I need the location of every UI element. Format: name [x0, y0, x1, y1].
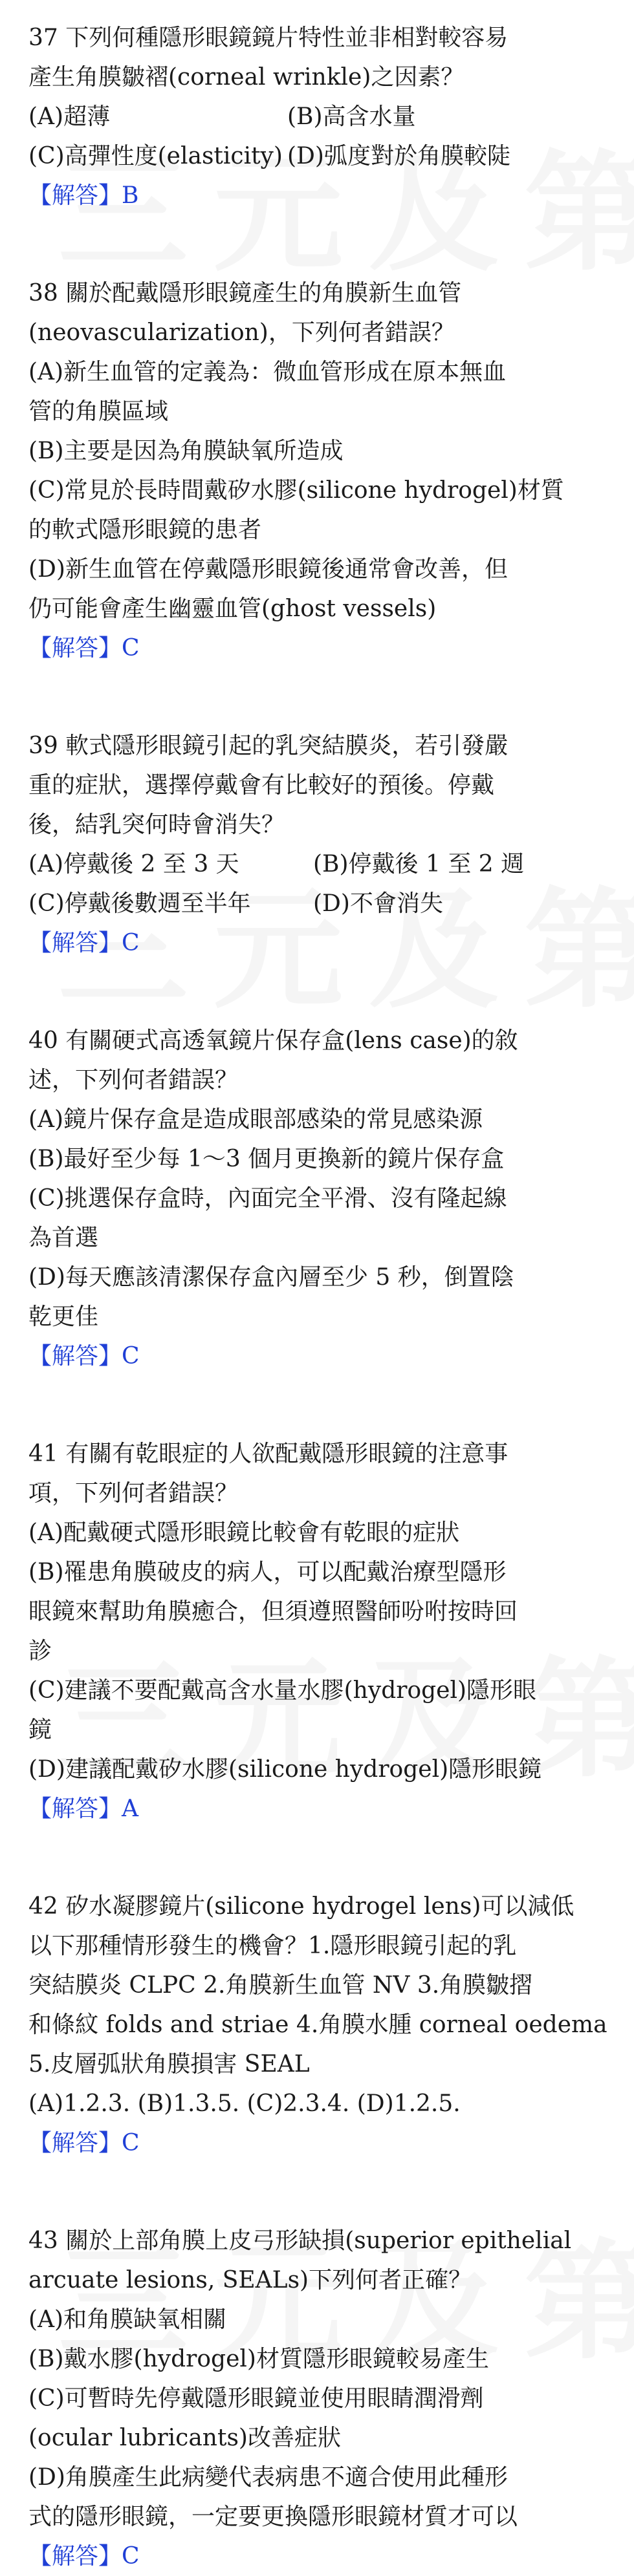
question-line: 以下那種情形發生的機會？1.隱形眼鏡引起的乳	[28, 1933, 517, 1959]
question-block	[28, 1021, 620, 1376]
question-line: (A)新生血管的定義為：微血管形成在原本無血	[28, 359, 507, 385]
option-row	[28, 844, 620, 884]
question-line: (D)新生血管在停戴隱形眼鏡後通常會改善，但	[28, 556, 508, 583]
question-line: (D)每天應該清潔保存盒內層至少 5 秒，倒置陰	[28, 1264, 514, 1291]
question-line: (A)鏡片保存盒是造成眼部感染的常見感染源	[28, 1106, 483, 1133]
question-line: 乾更佳	[28, 1304, 99, 1330]
question-line: 42 矽水凝膠鏡片(silicone hydrogel lens)可以減低	[28, 1893, 574, 1920]
question-line: 重的症狀，選擇停戴會有比較好的預後。停戴	[28, 772, 495, 799]
question-line: (C)可暫時先停戴隱形眼鏡並使用眼睛潤滑劑	[28, 2385, 484, 2412]
answer-label: 【解答】C	[28, 2130, 140, 2156]
question-list	[28, 18, 620, 2576]
option-text: (B)高含水量	[287, 103, 416, 130]
question-line: (C)挑選保存盒時，內面完全平滑、沒有隆起線	[28, 1185, 507, 1212]
question-line: 產生角膜皺褶(corneal wrinkle)之因素？	[28, 64, 465, 91]
option-text: (A)超薄	[28, 103, 111, 130]
question-line: (D)建議配戴矽水膠(silicone hydrogel)隱形眼鏡	[28, 1756, 542, 1783]
question-line: (neovascularization)，下列何者錯誤？	[28, 319, 455, 346]
question-block	[28, 2221, 620, 2576]
answer-label: 【解答】C	[28, 2543, 140, 2570]
question-line: 41 有關有乾眼症的人欲配戴隱形眼鏡的注意事	[28, 1441, 508, 1467]
question-line: 為首選	[28, 1225, 99, 1251]
question-line: 仍可能會產生幽靈血管(ghost vessels)	[28, 596, 437, 622]
question-block	[28, 18, 620, 215]
question-line: (B)最好至少每 1～3 個月更換新的鏡片保存盒	[28, 1146, 505, 1172]
option-text: (C)高彈性度(elasticity)	[28, 143, 283, 169]
question-line: (A)1.2.3. (B)1.3.5. (C)2.3.4. (D)1.2.5.	[28, 2090, 461, 2117]
question-line: 管的角膜區域	[28, 398, 169, 425]
answer-label: 【解答】C	[28, 930, 140, 956]
question-line: arcuate lesions, SEALs)下列何者正確？	[28, 2267, 472, 2293]
answer-label: 【解答】C	[28, 635, 140, 661]
question-line: (ocular lubricants)改善症狀	[28, 2425, 341, 2451]
answer-label: 【解答】C	[28, 1343, 140, 1369]
question-line: (B)罹患角膜破皮的病人，可以配戴治療型隱形	[28, 1559, 507, 1585]
question-line: 39 軟式隱形眼鏡引起的乳突結膜炎，若引發嚴	[28, 733, 508, 759]
question-line: (A)和角膜缺氧相關	[28, 2306, 227, 2333]
option-row	[28, 97, 620, 136]
question-line: (D)角膜產生此病變代表病患不適合使用此種形	[28, 2464, 508, 2491]
question-line: 式的隱形眼鏡，一定要更換隱形眼鏡材質才可以	[28, 2504, 518, 2530]
question-line: (B)主要是因為角膜缺氧所造成	[28, 438, 344, 464]
option-text: (D)弧度對於角膜較陡	[287, 143, 510, 169]
option-text: (C)停戴後數週至半年	[28, 890, 251, 917]
question-block	[28, 726, 620, 963]
question-line: 眼鏡來幫助角膜癒合，但須遵照醫師吩咐按時回	[28, 1598, 518, 1625]
answer-label: 【解答】A	[28, 1796, 138, 1822]
question-line: 40 有關硬式高透氧鏡片保存盒(lens case)的敘	[28, 1027, 518, 1054]
question-block	[28, 1887, 620, 2163]
question-line: 5.皮層弧狀角膜損害 SEAL	[28, 2051, 310, 2077]
question-line: 43 關於上部角膜上皮弓形缺損(superior epithelial	[28, 2227, 572, 2254]
option-text: (A)停戴後 2 至 3 天	[28, 851, 239, 877]
option-text: (D)不會消失	[313, 890, 443, 917]
question-block	[28, 274, 620, 668]
question-line: 的軟式隱形眼鏡的患者	[28, 517, 262, 543]
option-row	[28, 136, 620, 176]
question-line: (B)戴水膠(hydrogel)材質隱形眼鏡較易產生	[28, 2346, 489, 2372]
question-line: (C)常見於長時間戴矽水膠(silicone hydrogel)材質	[28, 477, 564, 504]
question-line: 37 下列何種隱形眼鏡鏡片特性並非相對較容易	[28, 25, 508, 51]
question-line: 述，下列何者錯誤？	[28, 1067, 239, 1093]
question-line: 後，結乳突何時會消失？	[28, 811, 285, 838]
question-line: 診	[28, 1638, 52, 1664]
question-line: 38 關於配戴隱形眼鏡產生的角膜新生血管	[28, 280, 462, 306]
question-line: 突結膜炎 CLPC 2.角膜新生血管 NV 3.角膜皺摺	[28, 1972, 533, 1999]
question-line: 和條紋 folds and striae 4.角膜水腫 corneal oedema	[28, 2012, 607, 2038]
question-line: (A)配戴硬式隱形眼鏡比較會有乾眼的症狀	[28, 1519, 460, 1546]
question-line: (C)建議不要配戴高含水量水膠(hydrogel)隱形眼	[28, 1677, 537, 1704]
question-line: 項，下列何者錯誤？	[28, 1480, 239, 1507]
answer-label: 【解答】B	[28, 182, 139, 209]
question-block	[28, 1434, 620, 1829]
option-row	[28, 884, 620, 923]
question-line: 鏡	[28, 1717, 52, 1743]
option-text: (B)停戴後 1 至 2 週	[313, 851, 525, 877]
